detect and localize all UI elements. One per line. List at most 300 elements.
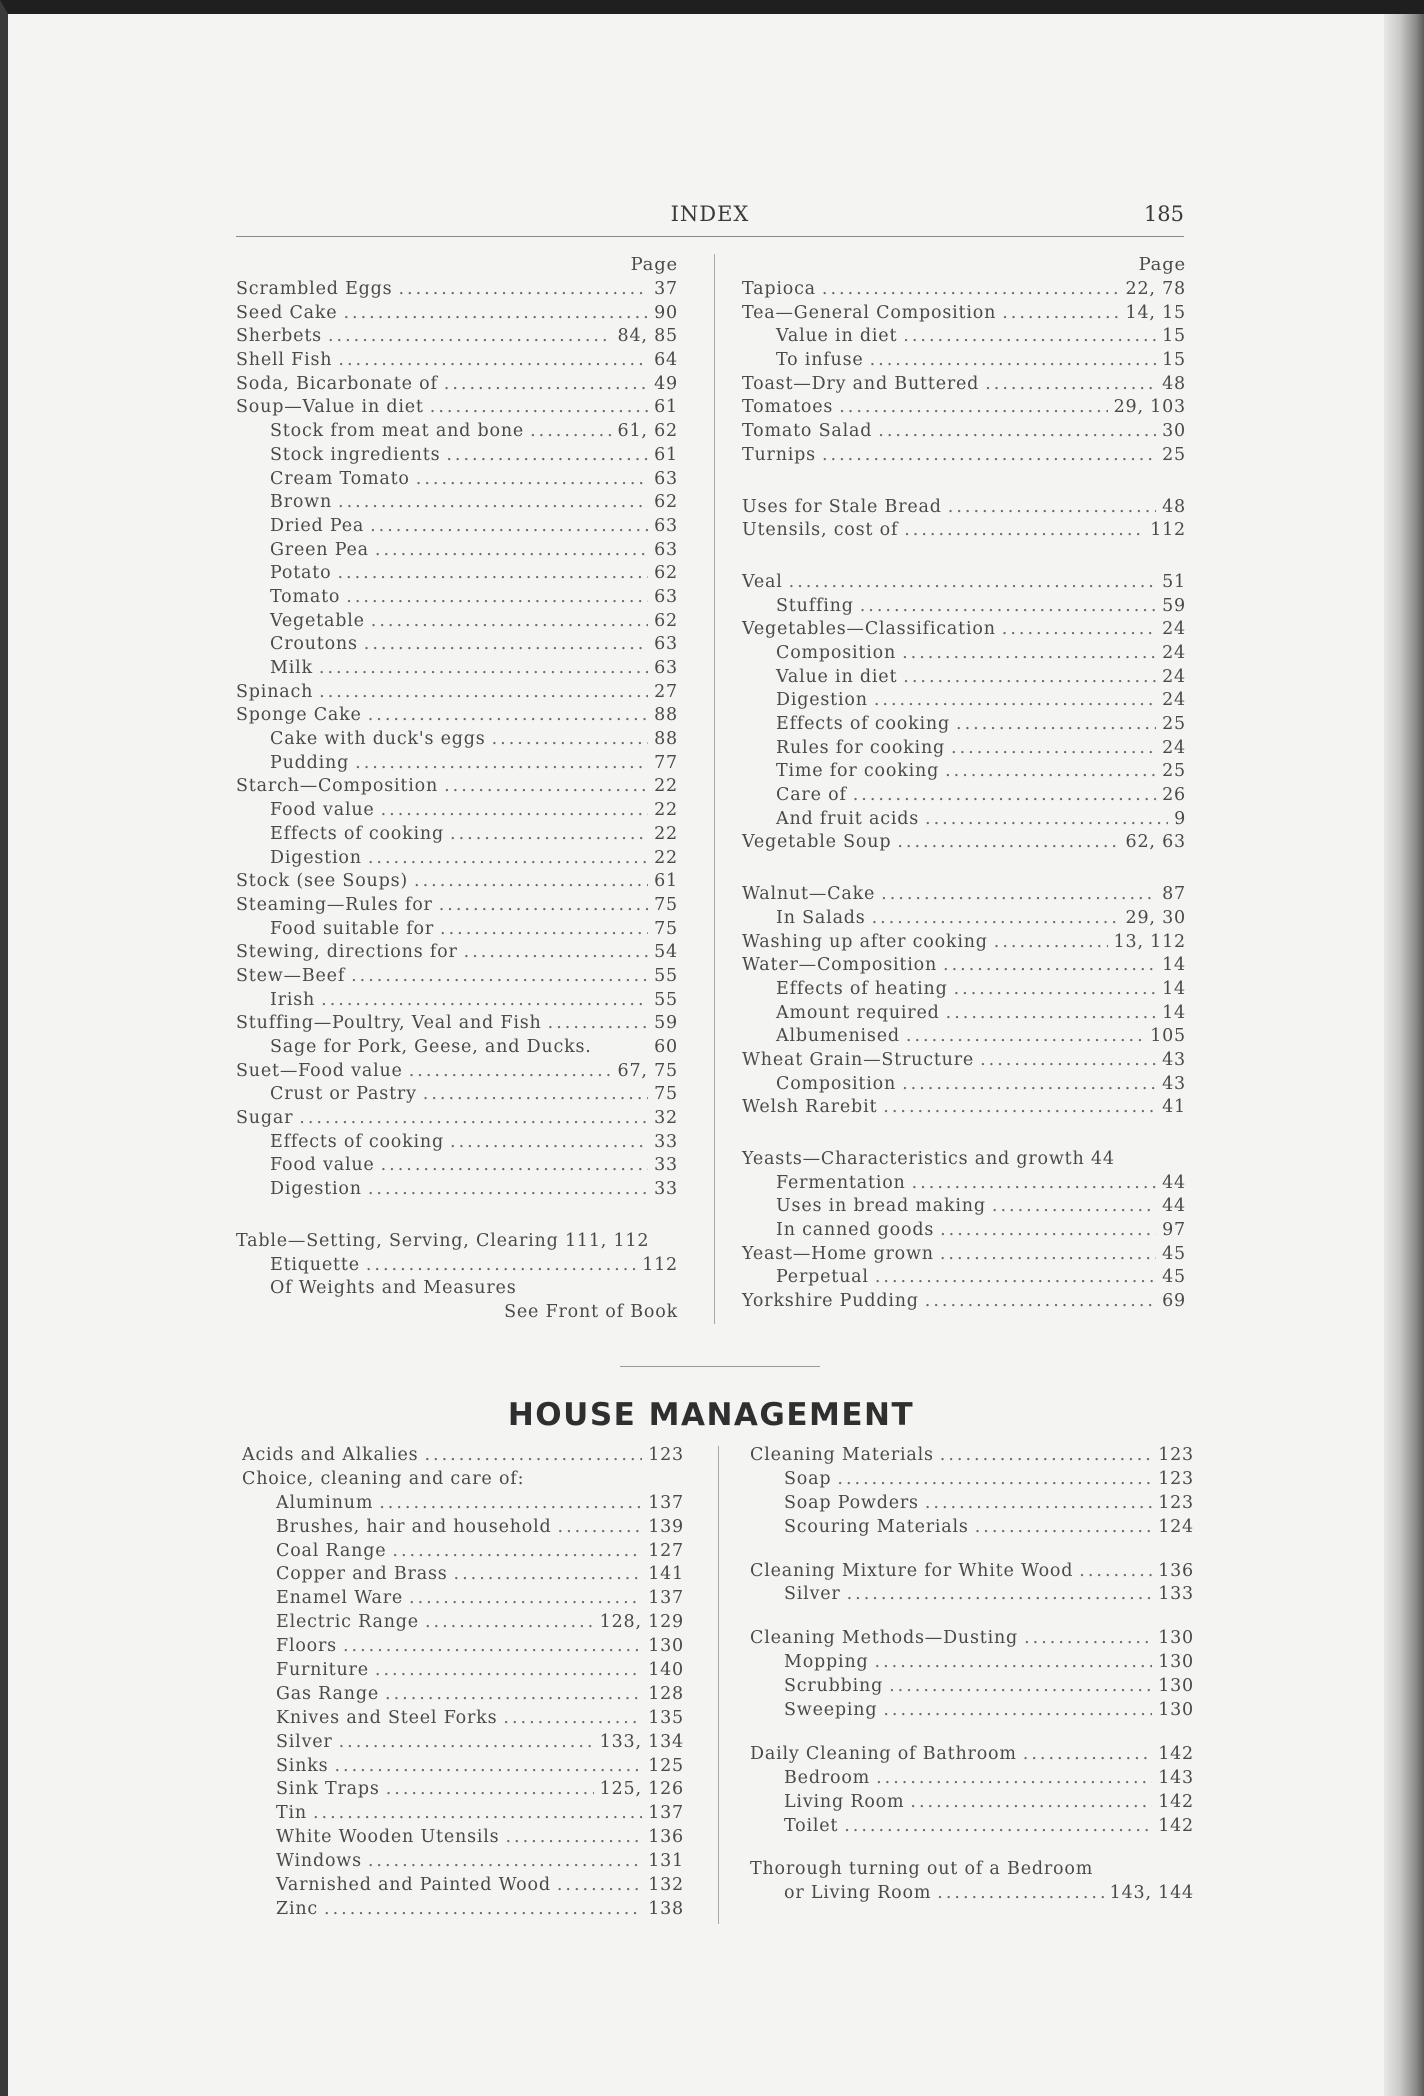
index-subentry xyxy=(742,642,1186,666)
dot-leader xyxy=(948,496,1156,520)
index-subentry xyxy=(236,847,678,871)
dot-leader xyxy=(444,373,648,397)
entry-text: Rules for cooking xyxy=(776,737,946,758)
dot-leader xyxy=(392,1540,642,1564)
entry-text: Stewing, directions for xyxy=(236,942,458,963)
index-entry xyxy=(750,1627,1194,1651)
dot-leader xyxy=(992,1195,1156,1219)
page-title: INDEX xyxy=(670,202,750,226)
index-subentry xyxy=(236,752,678,776)
index-subentry xyxy=(750,1516,1194,1540)
entry-page: 112 xyxy=(1150,520,1186,541)
entry-page: 48 xyxy=(1162,496,1186,517)
entry-text: Value in diet xyxy=(776,326,898,347)
index-column-right xyxy=(742,254,1186,1314)
index-subentry xyxy=(242,1587,684,1611)
entry-page: 87 xyxy=(1162,884,1186,905)
entry-text: Scouring Materials xyxy=(784,1516,969,1537)
entry-text: Sweeping xyxy=(784,1700,878,1721)
entry-text: Table—Setting, Serving, Clearing 111, 112 xyxy=(236,1230,650,1251)
index-entry xyxy=(236,775,678,799)
entry-page: 44 xyxy=(1162,1172,1186,1193)
dot-leader xyxy=(337,562,648,586)
index-entry xyxy=(742,831,1186,855)
section-gap xyxy=(750,1540,1194,1560)
dot-leader xyxy=(464,941,648,965)
entry-page: 62 xyxy=(654,492,678,513)
entry-text: Electric Range xyxy=(276,1612,419,1633)
entry-page: 142 xyxy=(1158,1743,1194,1764)
entry-text: Stock from meat and bone xyxy=(270,421,525,442)
column-divider xyxy=(714,254,715,1324)
entry-page: 63 xyxy=(654,515,678,536)
entry-page: 63 xyxy=(654,468,678,489)
index-subentry xyxy=(742,737,1186,761)
entry-page: 62 xyxy=(654,563,678,584)
dot-leader xyxy=(299,1107,648,1131)
entry-text: And fruit acids xyxy=(776,808,919,829)
entry-page: 59 xyxy=(1162,595,1186,616)
entry-page: 125 xyxy=(648,1755,684,1776)
index-entry xyxy=(750,1858,1194,1882)
entry-page: 135 xyxy=(648,1707,684,1728)
entry-page: 32 xyxy=(654,1108,678,1129)
dot-leader xyxy=(822,278,1120,302)
entry-text: Silver xyxy=(784,1584,841,1605)
entry-text: In Salads xyxy=(776,907,866,928)
entry-page: 9 xyxy=(1174,808,1186,829)
entry-page: 69 xyxy=(1162,1291,1186,1312)
entry-page: 37 xyxy=(654,279,678,299)
index-entry xyxy=(742,1243,1186,1267)
index-entry xyxy=(236,681,678,705)
entry-page: 105 xyxy=(1150,1026,1186,1047)
entry-text: Uses for Stale Bread xyxy=(742,496,942,517)
entry-page: 75 xyxy=(654,918,678,939)
index-subentry xyxy=(742,595,1186,619)
index-entry xyxy=(742,496,1186,520)
entry-text: Vegetable xyxy=(270,610,365,631)
entry-page: 90 xyxy=(654,302,678,323)
dot-leader xyxy=(945,760,1156,784)
entry-page: 15 xyxy=(1162,350,1186,371)
dot-leader xyxy=(883,1096,1156,1120)
entry-text: Copper and Brass xyxy=(276,1564,448,1585)
entry-text: Effects of cooking xyxy=(270,823,444,844)
entry-page: 130 xyxy=(1158,1652,1194,1673)
dot-leader xyxy=(319,681,648,705)
entry-text: Tomato Salad xyxy=(742,421,873,442)
entry-text: Food value xyxy=(270,800,375,821)
entry-page: 25 xyxy=(1162,714,1186,734)
index-subentry xyxy=(236,444,678,468)
index-subentry xyxy=(742,1025,1186,1049)
index-entry xyxy=(236,278,678,302)
entry-page: 142 xyxy=(1158,1815,1194,1836)
dot-leader xyxy=(343,1635,642,1659)
entry-text: Water—Composition xyxy=(742,955,938,976)
entry-text: Silver xyxy=(276,1731,333,1752)
entry-text: Tin xyxy=(276,1803,307,1824)
index-subentry xyxy=(242,1898,684,1922)
entry-page: 13, 112 xyxy=(1113,931,1186,952)
index-entry xyxy=(750,1743,1194,1767)
index-subentry xyxy=(236,728,678,752)
entry-text: Suet—Food value xyxy=(236,1060,403,1081)
entry-text: Choice, cleaning and care of: xyxy=(242,1468,525,1489)
index-subentry xyxy=(236,1036,678,1060)
dot-leader xyxy=(985,373,1156,397)
dot-leader xyxy=(381,1154,649,1178)
index-entry xyxy=(236,1012,678,1036)
index-entry xyxy=(242,1444,684,1468)
entry-page: 133 xyxy=(1158,1584,1194,1605)
dot-leader xyxy=(883,1699,1152,1723)
dot-leader xyxy=(450,823,648,847)
dot-leader xyxy=(906,1025,1144,1049)
dot-leader xyxy=(904,519,1144,543)
index-subentry xyxy=(742,1266,1186,1290)
dot-leader xyxy=(994,931,1108,955)
entry-text: Utensils, cost of xyxy=(742,520,899,541)
entry-text: Aluminum xyxy=(276,1492,374,1513)
dot-leader xyxy=(844,1815,1152,1839)
entry-page: 33 xyxy=(654,1131,678,1152)
entry-page: 22 xyxy=(654,823,678,844)
entry-text: Stew—Beef xyxy=(236,965,346,986)
index-subentry xyxy=(242,1731,684,1755)
entry-page: 124 xyxy=(1158,1516,1194,1537)
index-subentry xyxy=(242,1778,684,1802)
entry-text: Care of xyxy=(776,785,847,806)
entry-text: Etiquette xyxy=(270,1254,360,1275)
index-subentry xyxy=(742,1219,1186,1243)
index-column-left xyxy=(236,254,678,1325)
page-number: 185 xyxy=(1143,202,1184,226)
entry-text: Sinks xyxy=(276,1755,329,1776)
entry-text: Daily Cleaning of Bathroom xyxy=(750,1743,1017,1764)
index-subentry xyxy=(750,1468,1194,1492)
dot-leader xyxy=(940,1444,1152,1468)
dot-leader xyxy=(328,325,612,349)
dot-leader xyxy=(366,1254,636,1278)
entry-text: Welsh Rarebit xyxy=(742,1097,878,1118)
dot-leader xyxy=(430,396,648,420)
index-entry xyxy=(750,1560,1194,1584)
dot-leader xyxy=(925,808,1168,832)
entry-page: 75 xyxy=(654,1084,678,1105)
dot-leader xyxy=(425,1611,594,1635)
dot-leader xyxy=(860,595,1156,619)
index-subentry xyxy=(242,1563,684,1587)
entry-text: Tomatoes xyxy=(742,397,834,418)
entry-text: Coal Range xyxy=(276,1540,387,1561)
entry-text: Fermentation xyxy=(776,1172,906,1193)
dot-leader xyxy=(943,954,1156,978)
index-subentry xyxy=(236,1254,678,1278)
entry-page: 128, 129 xyxy=(599,1612,684,1633)
entry-text: Vegetables—Classification xyxy=(742,619,996,640)
index-subentry xyxy=(242,1707,684,1731)
index-subentry xyxy=(242,1874,684,1898)
entry-page: 63 xyxy=(654,634,678,655)
dot-leader xyxy=(937,1882,1103,1906)
index-entry xyxy=(236,1060,678,1084)
entry-page: 77 xyxy=(654,752,678,773)
dot-leader xyxy=(530,420,611,444)
entry-text: Soup—Value in diet xyxy=(236,397,424,418)
dot-leader xyxy=(912,1172,1156,1196)
index-subentry xyxy=(742,1073,1186,1097)
dot-leader xyxy=(386,1778,594,1802)
entry-text: Stock (see Soups) xyxy=(236,871,409,892)
index-subentry xyxy=(750,1675,1194,1699)
dot-leader xyxy=(558,1516,643,1540)
entry-page: 141 xyxy=(648,1564,684,1585)
index-subentry xyxy=(236,799,678,823)
entry-text: Acids and Alkalies xyxy=(242,1445,419,1465)
dot-leader xyxy=(368,847,648,871)
index-subentry xyxy=(742,1195,1186,1219)
index-entry xyxy=(742,1049,1186,1073)
index-subentry xyxy=(236,420,678,444)
entry-text: Seed Cake xyxy=(236,302,338,323)
entry-page: 41 xyxy=(1162,1097,1186,1118)
dot-leader xyxy=(398,278,648,302)
entry-page: 63 xyxy=(654,658,678,678)
index-subentry xyxy=(242,1659,684,1683)
entry-text: Brown xyxy=(270,492,333,513)
dot-leader xyxy=(789,571,1157,595)
entry-page: 61 xyxy=(654,397,678,418)
entry-page: 143 xyxy=(1158,1767,1194,1788)
entry-text: Brushes, hair and household xyxy=(276,1516,552,1537)
entry-page: 25 xyxy=(1162,761,1186,782)
dot-leader xyxy=(346,586,648,610)
index-subentry xyxy=(242,1516,684,1540)
dot-leader xyxy=(940,1219,1156,1243)
entry-page: 45 xyxy=(1162,1243,1186,1264)
index-subentry xyxy=(750,1492,1194,1516)
entry-text: Enamel Ware xyxy=(276,1588,404,1609)
dot-leader xyxy=(339,1731,594,1755)
dot-leader xyxy=(321,989,648,1013)
entry-text: Pudding xyxy=(270,752,350,773)
entry-page: 54 xyxy=(654,942,678,963)
entry-page: 24 xyxy=(1162,737,1186,758)
entry-text: Cream Tomato xyxy=(270,468,410,489)
entry-text: Windows xyxy=(276,1851,362,1872)
index-entry xyxy=(742,519,1186,543)
dot-leader xyxy=(414,870,648,894)
entry-text: Value in diet xyxy=(776,666,898,687)
index-subentry xyxy=(236,1178,678,1202)
dot-leader xyxy=(375,1659,642,1683)
entry-page: 130 xyxy=(1158,1628,1194,1649)
house-management-column-right xyxy=(750,1444,1194,1906)
index-subentry xyxy=(242,1850,684,1874)
entry-page: 123 xyxy=(1158,1445,1194,1465)
index-entry xyxy=(742,931,1186,955)
index-entry xyxy=(742,883,1186,907)
dot-leader xyxy=(313,1802,642,1826)
index-subentry xyxy=(742,666,1186,690)
entry-page: 24 xyxy=(1162,642,1186,663)
page-column-label: Page xyxy=(1138,254,1186,275)
dot-leader xyxy=(889,1675,1152,1699)
entry-page: 127 xyxy=(648,1540,684,1561)
entry-page: 137 xyxy=(648,1588,684,1609)
index-subentry xyxy=(742,713,1186,737)
entry-text: Amount required xyxy=(776,1002,940,1023)
index-entry xyxy=(236,396,678,420)
index-subentry xyxy=(236,633,678,657)
entry-text: To infuse xyxy=(776,350,864,371)
entry-page: 22 xyxy=(654,800,678,821)
dot-leader xyxy=(503,1707,642,1731)
index-entry xyxy=(242,1468,684,1492)
entry-text: Yeasts—Characteristics and growth 44 xyxy=(742,1149,1115,1169)
index-subentry xyxy=(742,907,1186,931)
index-subentry xyxy=(236,515,678,539)
index-entry xyxy=(742,954,1186,978)
index-entry xyxy=(236,349,678,373)
entry-page: 61, 62 xyxy=(617,421,678,442)
dot-leader xyxy=(423,1083,648,1107)
entry-page: 22 xyxy=(654,847,678,868)
entry-text: Tea—General Composition xyxy=(742,302,997,323)
dot-leader xyxy=(902,642,1156,666)
dot-leader xyxy=(954,978,1157,1002)
entry-text: Floors xyxy=(276,1636,337,1657)
entry-page: 30 xyxy=(1162,421,1186,442)
entry-text: Digestion xyxy=(270,847,362,868)
dot-leader xyxy=(980,1049,1156,1073)
dot-leader xyxy=(872,907,1120,931)
dot-leader xyxy=(956,713,1156,737)
entry-page: 33 xyxy=(654,1155,678,1176)
entry-text: Sherbets xyxy=(236,326,322,347)
index-subentry xyxy=(236,1154,678,1178)
entry-page: 26 xyxy=(1162,785,1186,806)
entry-page: 123 xyxy=(1158,1492,1194,1513)
entry-text: Perpetual xyxy=(776,1267,869,1288)
entry-page: 140 xyxy=(648,1660,684,1681)
entry-text: Furniture xyxy=(276,1660,369,1681)
entry-text: Of Weights and Measures xyxy=(270,1278,517,1299)
entry-page: 59 xyxy=(654,1013,678,1034)
entry-page: 63 xyxy=(654,539,678,560)
index-subentry xyxy=(742,978,1186,1002)
dot-leader xyxy=(925,1492,1152,1516)
entry-text: Steaming—Rules for xyxy=(236,894,433,915)
entry-text: Cleaning Materials xyxy=(750,1445,934,1465)
entry-text: Digestion xyxy=(270,1179,362,1200)
entry-text: Soda, Bicarbonate of xyxy=(236,373,438,394)
entry-text: Sink Traps xyxy=(276,1779,380,1800)
index-subentry xyxy=(236,610,678,634)
entry-text: Digestion xyxy=(776,690,868,711)
entry-text: Sponge Cake xyxy=(236,705,362,726)
entry-page: 14 xyxy=(1162,955,1186,976)
index-subentry xyxy=(742,1002,1186,1026)
entry-page: 24 xyxy=(1162,666,1186,687)
entry-page: 61 xyxy=(654,871,678,892)
entry-page: 130 xyxy=(1158,1676,1194,1697)
entry-text: Uses in bread making xyxy=(776,1196,986,1217)
dot-leader xyxy=(364,633,648,657)
entry-page: 14 xyxy=(1162,978,1186,999)
index-subentry xyxy=(236,823,678,847)
entry-text: Soap Powders xyxy=(784,1492,919,1513)
entry-page: 63 xyxy=(654,586,678,607)
section-gap xyxy=(750,1723,1194,1743)
entry-page: 61 xyxy=(654,444,678,465)
index-subentry xyxy=(236,468,678,492)
running-head xyxy=(236,200,1184,237)
dot-leader xyxy=(409,1587,642,1611)
entry-page: 136 xyxy=(648,1827,684,1848)
dot-leader xyxy=(324,1898,642,1922)
dot-leader xyxy=(1024,1627,1152,1651)
section-gap xyxy=(750,1838,1194,1858)
index-subentry xyxy=(242,1755,684,1779)
dot-leader xyxy=(876,1767,1152,1791)
entry-page: 132 xyxy=(648,1875,684,1896)
entry-page: 88 xyxy=(654,729,678,750)
section-gap xyxy=(742,855,1186,883)
dot-leader xyxy=(368,1850,642,1874)
index-subentry xyxy=(242,1635,684,1659)
entry-page: 130 xyxy=(648,1636,684,1657)
entry-text: Spinach xyxy=(236,681,314,702)
entry-text: Knives and Steel Forks xyxy=(276,1707,498,1728)
entry-page: 29, 30 xyxy=(1125,907,1186,928)
index-subentry xyxy=(236,562,678,586)
entry-text: Walnut—Cake xyxy=(742,884,876,905)
section-heading: HOUSE MANAGEMENT xyxy=(507,1397,915,1433)
dot-leader xyxy=(409,1060,612,1084)
dot-leader xyxy=(874,689,1156,713)
entry-text: Effects of heating xyxy=(776,978,948,999)
entry-page: 49 xyxy=(654,373,678,394)
index-entry xyxy=(742,1148,1186,1172)
index-subentry xyxy=(750,1791,1194,1815)
entry-page: 97 xyxy=(1162,1220,1186,1241)
entry-text: Shell Fish xyxy=(236,350,333,371)
entry-page: 130 xyxy=(1158,1700,1194,1721)
entry-page: 60 xyxy=(654,1037,678,1057)
page-binding-edge xyxy=(1384,14,1424,2096)
entry-page: 62, 63 xyxy=(1125,832,1186,853)
entry-page: 14 xyxy=(1162,1002,1186,1023)
entry-text: Thorough turning out of a Bedroom xyxy=(750,1859,1094,1880)
index-entry xyxy=(236,302,678,326)
index-entry xyxy=(750,1444,1194,1468)
entry-text: Dried Pea xyxy=(270,515,365,536)
entry-text: Stuffing—Poultry, Veal and Fish xyxy=(236,1013,542,1034)
entry-text: Starch—Composition xyxy=(236,776,439,797)
entry-page: 139 xyxy=(648,1516,684,1537)
entry-page: 45 xyxy=(1162,1267,1186,1288)
entry-text: Cleaning Mixture for White Wood xyxy=(750,1560,1074,1581)
index-subentry xyxy=(750,1882,1194,1906)
dot-leader xyxy=(881,883,1156,907)
dot-leader xyxy=(1002,618,1156,642)
entry-text: Stuffing xyxy=(776,595,854,616)
index-subentry xyxy=(236,1277,678,1301)
dot-leader xyxy=(903,325,1156,349)
